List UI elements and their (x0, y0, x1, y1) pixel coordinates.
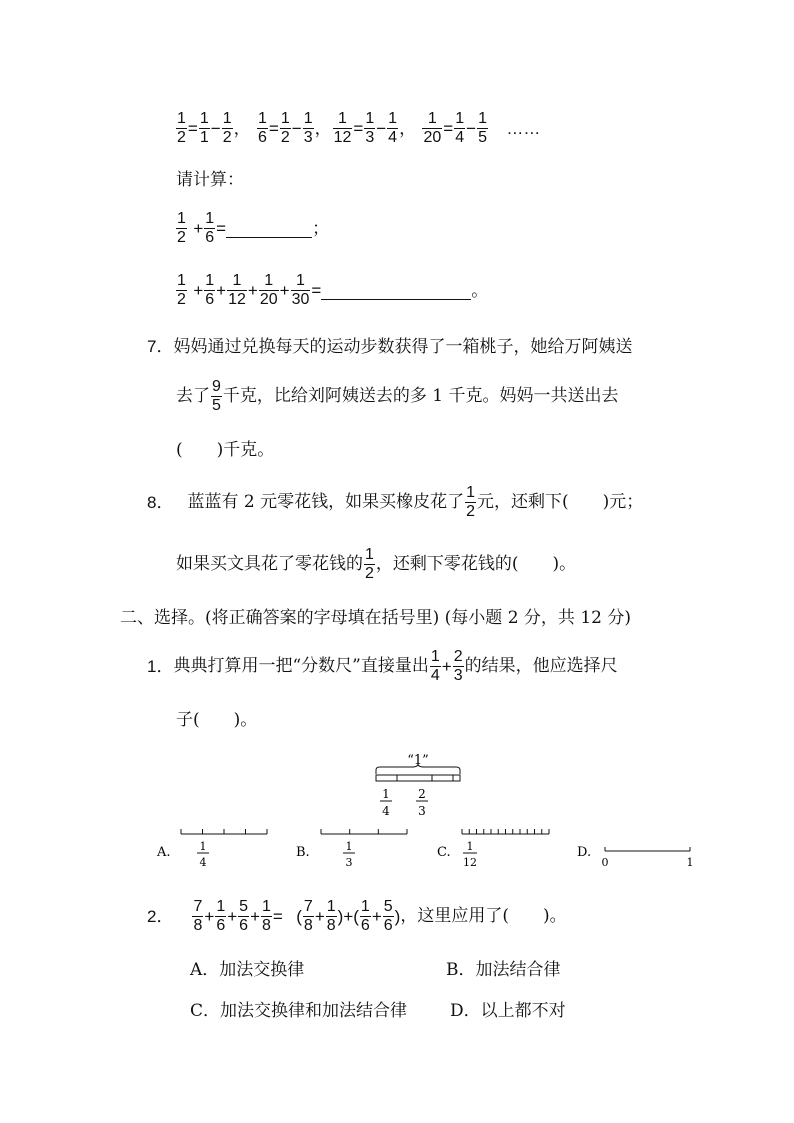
fraction: $\frac{1}{30}$ (291, 272, 310, 308)
q7-line-2: 去了 $\frac{9}{5}$ 千克，比给刘阿姨送去的多 1 千克。妈妈一共送出去 (176, 378, 619, 414)
fraction: $\frac{1}{2}$ (177, 210, 186, 246)
svg-text:D.: D. (577, 845, 592, 860)
question-number: 1． (147, 657, 174, 676)
q7-line-1: 7．妈妈通过兑换每天的运动步数获得了一箱桃子，她给万阿姨送 (147, 337, 633, 357)
fraction: $\frac{1}{6}$ (216, 898, 226, 934)
c2-expression: 2． $\frac{7}{8}$ + $\frac{1}{6}$ + $\frac{5}{6}$ + $\frac{1}{8}$ = ( $\frac{7}{8}$ + $\frac{1}{8}$ )+( $\frac{1}{6}$ + $\frac{5}{6}$ )，这里应用了( )。 (147, 898, 567, 934)
fraction: $\frac{1}{5}$ (478, 110, 487, 146)
svg-text:4: 4 (382, 804, 390, 818)
svg-text:1: 1 (199, 840, 207, 853)
option-b-ruler[interactable] (296, 829, 407, 869)
c2-option-a[interactable]: A．加法交换律 (190, 960, 305, 980)
calc-expression-2: $\frac{1}{2}$ + $\frac{1}{6}$ + $\frac{1}{12}$ + $\frac{1}{20}$ + $\frac{1}{30}$ = 。 (177, 272, 489, 308)
fraction: $\frac{1}{8}$ (262, 898, 271, 934)
c2-option-b[interactable]: B．加法结合律 (446, 960, 561, 980)
fraction: $\frac{5}{6}$ (383, 898, 393, 934)
fraction: $\frac{1}{2}$ (365, 546, 374, 582)
svg-text:A.: A. (157, 845, 171, 860)
fraction: $\frac{1}{20}$ (423, 110, 442, 146)
svg-text:3: 3 (345, 856, 353, 869)
fraction: $\frac{1}{4}$ (430, 648, 440, 684)
svg-text:3: 3 (418, 804, 426, 818)
calc-prompt: 请计算： (176, 170, 244, 190)
svg-text:4: 4 (199, 856, 207, 869)
fraction: $\frac{1}{6}$ (360, 898, 370, 934)
fraction: $\frac{1}{2}$ (280, 110, 290, 146)
fraction: $\frac{1}{12}$ (228, 272, 246, 308)
ellipsis: …… (506, 119, 541, 138)
c1-line-2[interactable]: 子( )。 (176, 710, 258, 730)
calc-expression-1: $\frac{1}{2}$ + $\frac{1}{6}$ = ； (177, 210, 330, 246)
fraction: $\frac{1}{2}$ (222, 110, 232, 146)
q8-line-2: 如果买文具花了零花钱的 $\frac{1}{2}$ ，还剩下零花钱的( )。 (176, 546, 577, 582)
fraction: $\frac{1}{6}$ (205, 272, 215, 308)
q7-line-3[interactable]: ( )千克。 (176, 440, 275, 460)
option-a-ruler[interactable] (156, 829, 267, 869)
fraction: $\frac{2}{3}$ (453, 648, 463, 684)
q8-line-1: 8． 蓝蓝有 2 元零花钱，如果买橡皮花了 $\frac{1}{2}$ 元，还剩下( )元； (147, 484, 644, 520)
fraction: $\frac{1}{2}$ (177, 272, 186, 308)
fraction: $\frac{1}{2}$ (177, 110, 186, 146)
svg-text:0: 0 (601, 856, 609, 869)
brace (376, 764, 460, 774)
question-number: 8． (147, 493, 174, 512)
fraction: $\frac{7}{8}$ (193, 898, 203, 934)
svg-text:2: 2 (418, 787, 426, 801)
fraction: $\frac{9}{5}$ (212, 378, 221, 414)
question-number: 7． (147, 337, 174, 356)
fraction: $\frac{7}{8}$ (303, 898, 313, 934)
reference-ruler (376, 753, 460, 818)
fraction: $\frac{1}{8}$ (326, 898, 336, 934)
pattern-line: $\frac{1}{2}$ = $\frac{1}{1}$ − $\frac{1}{2}$ ， $\frac{1}{6}$ = $\frac{1}{2}$ − $\frac{1}{3}$ ， $\frac{1}{12}$ = $\frac{1}{3}$ − $\frac{1}{4}$ ， $\frac{1}{20}$ = $\frac{1}{4}$ − $\frac{1}{5}$ …… (177, 110, 541, 146)
c2-option-c[interactable]: C．加法交换律和加法结合律 (190, 1001, 408, 1021)
fraction: $\frac{1}{3}$ (365, 110, 375, 146)
fraction: $\frac{1}{4}$ (455, 110, 465, 146)
svg-text:1: 1 (466, 840, 474, 853)
fraction: $\frac{1}{3}$ (303, 110, 313, 146)
fraction: $\frac{1}{12}$ (333, 110, 352, 146)
question-number: 2． (147, 907, 174, 926)
c2-option-d[interactable]: D．以上都不对 (450, 1001, 566, 1021)
fraction: $\frac{1}{2}$ (466, 484, 475, 520)
section-heading: 二、选择。(将正确答案的字母填在括号里) (每小题 2 分，共 12 分) (120, 608, 631, 628)
fraction: $\frac{1}{6}$ (205, 210, 215, 246)
svg-text:1: 1 (345, 840, 353, 853)
option-d-ruler[interactable] (577, 845, 694, 869)
fraction: $\frac{1}{1}$ (199, 110, 209, 146)
fraction: $\frac{5}{6}$ (239, 898, 249, 934)
option-c-ruler[interactable] (437, 829, 549, 869)
svg-text:1: 1 (686, 856, 694, 869)
fraction: $\frac{1}{4}$ (388, 110, 398, 146)
fraction: $\frac{1}{20}$ (259, 272, 278, 308)
svg-text:1: 1 (382, 787, 390, 801)
c1-line-1: 1．典典打算用一把“分数尺”直接量出 $\frac{1}{4}$ + $\frac{2}{3}$ 的结果，他应选择尺 (147, 648, 618, 684)
brace-label: “1” (407, 753, 429, 768)
svg-text:12: 12 (463, 856, 477, 869)
svg-text:C.: C. (437, 845, 451, 860)
svg-text:B.: B. (296, 845, 310, 860)
fraction: $\frac{1}{6}$ (258, 110, 267, 146)
